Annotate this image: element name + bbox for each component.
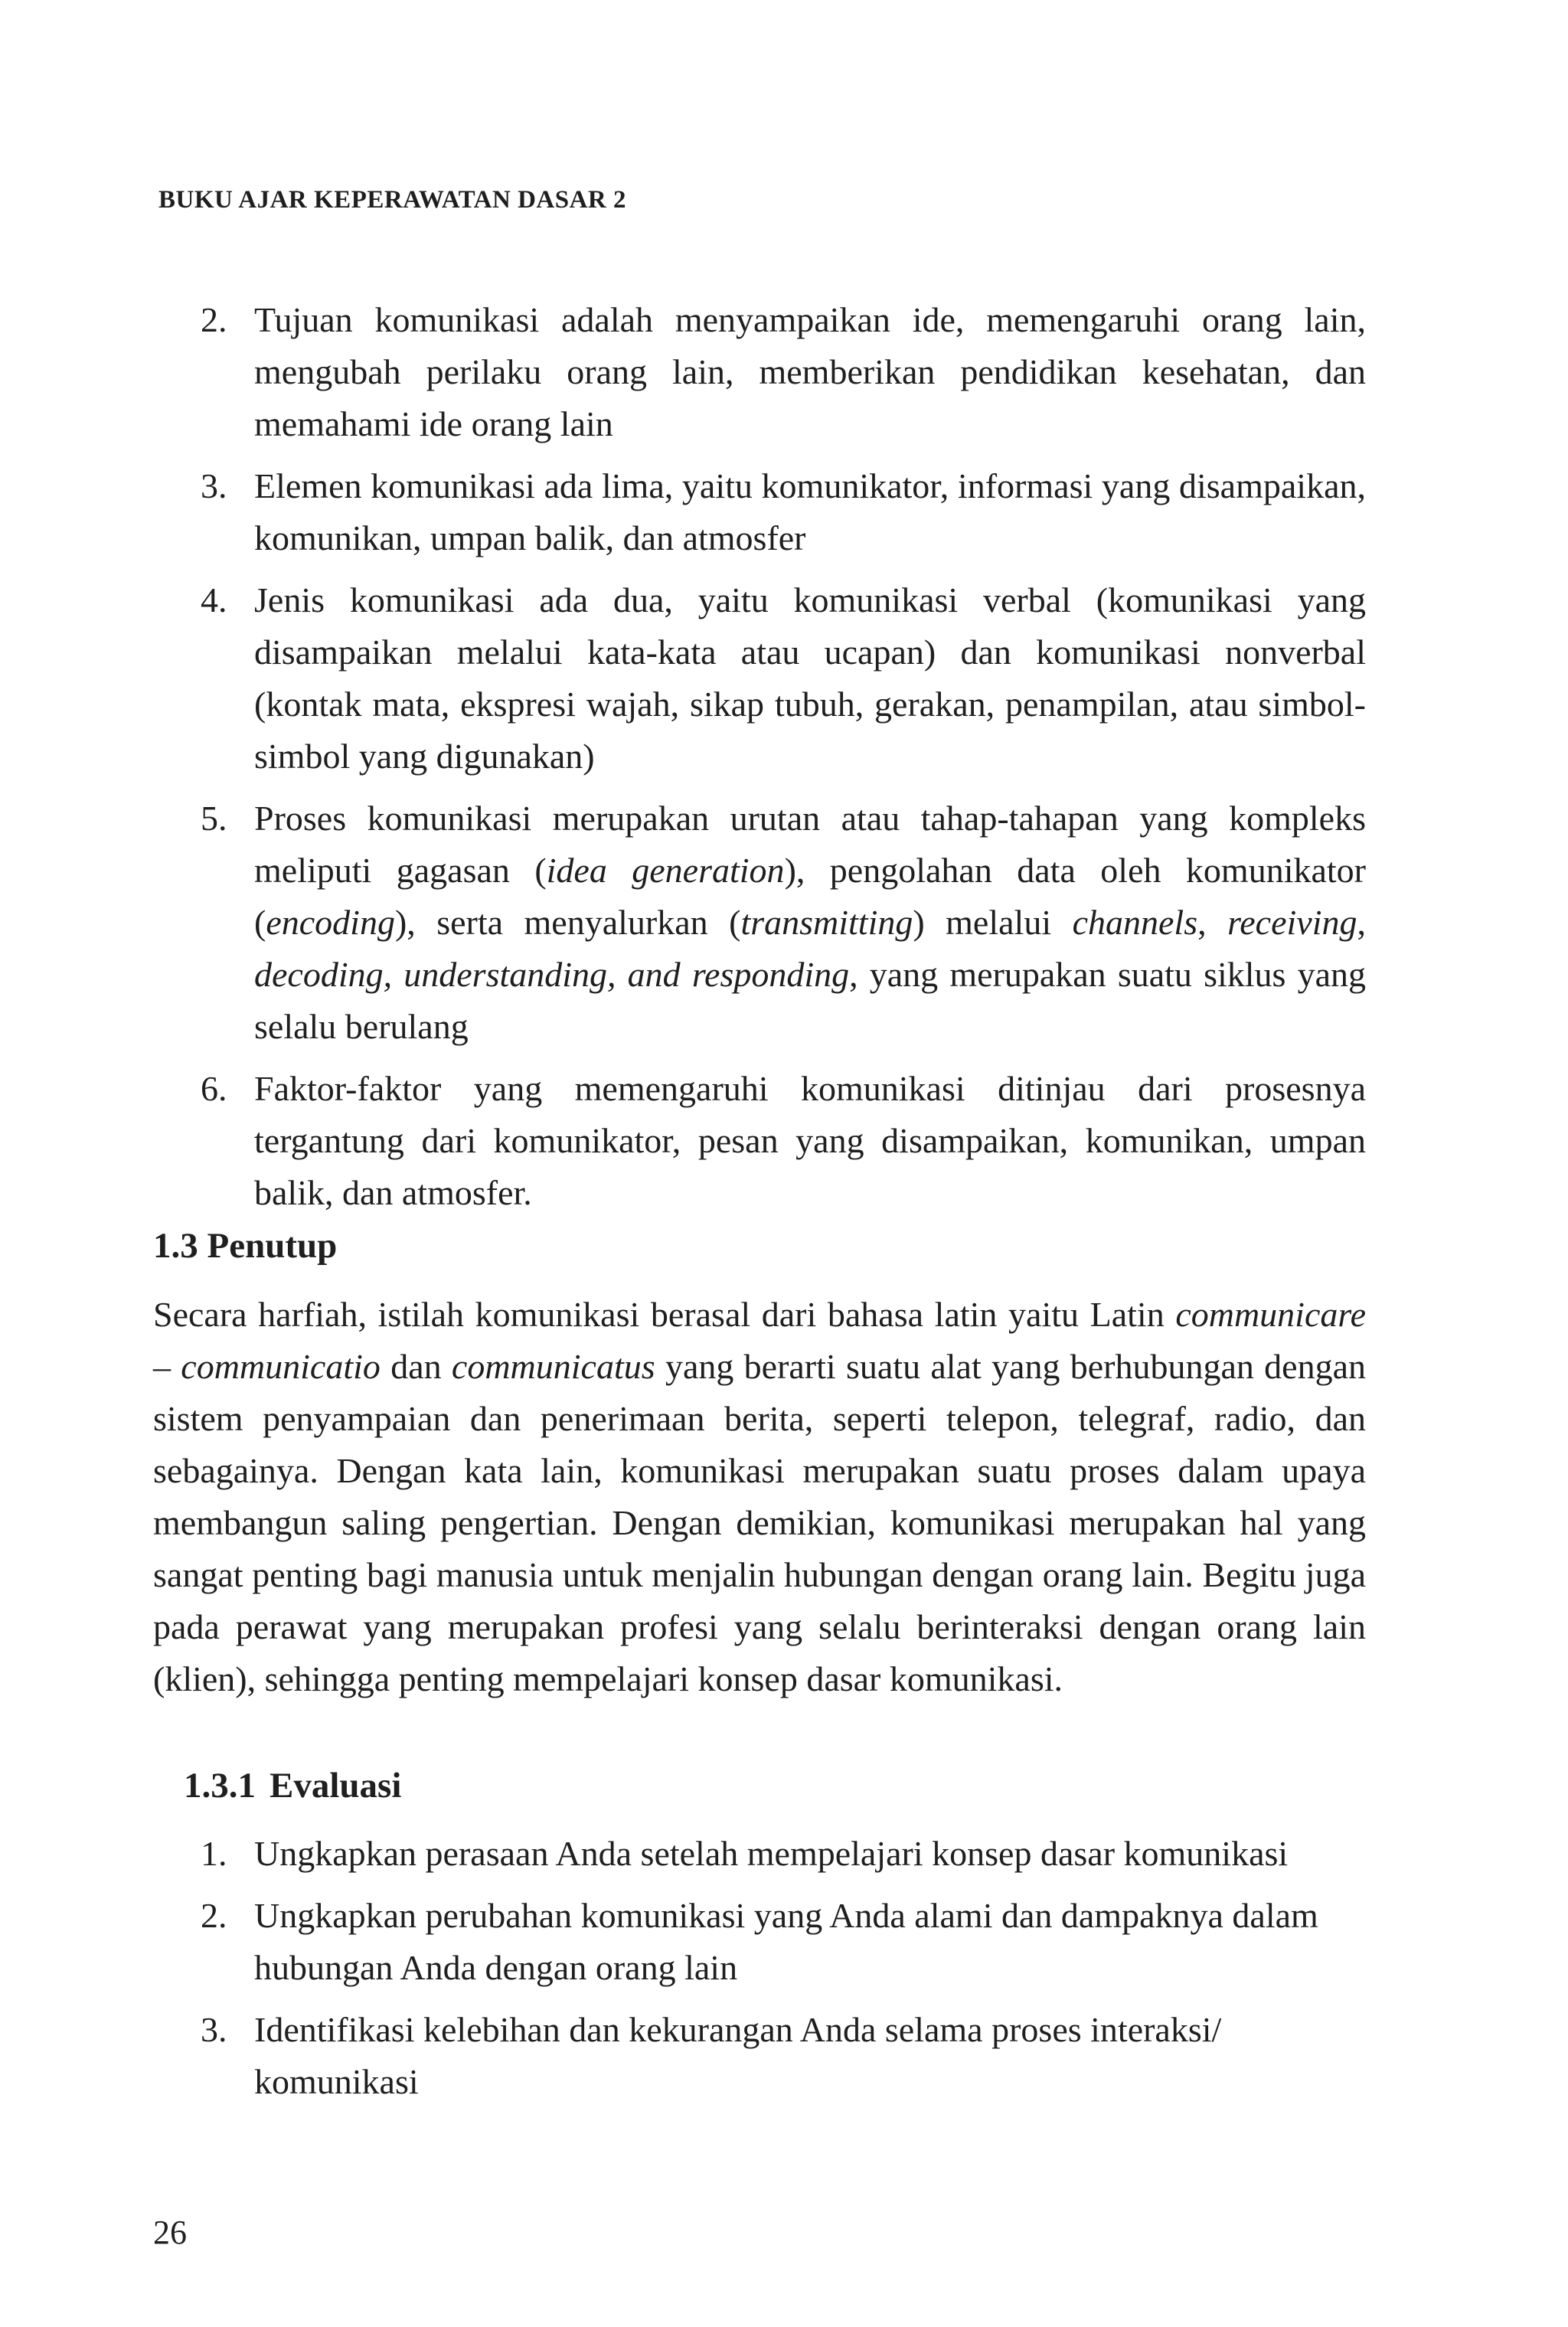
text-run: ), serta menyalurkan (	[394, 903, 741, 942]
list-item-number: 5.	[201, 799, 227, 838]
italic-term: transmitting	[740, 903, 913, 942]
list-item-number: 3.	[201, 2010, 227, 2049]
list-item	[201, 574, 1366, 783]
italic-term: receiving	[1227, 903, 1357, 942]
italic-term: communicatus	[451, 1347, 655, 1386]
italic-term: communicatio	[181, 1347, 381, 1386]
list-item-number: 2.	[201, 1896, 227, 1935]
text-run: Proses komunikasi merupakan urutan atau tahap-tahapan yang kompleks meliputi gagasan (	[254, 799, 1366, 890]
text-run: ,	[1357, 903, 1366, 942]
list-item-text: Jenis komunikasi ada dua, yaitu komunikasi verbal (komunikasi yang disampaikan melalui kata-kata atau ucapan) dan komunikasi nonverbal (kontak mata, ekspresi wajah, sikap tubuh, gerakan, penampilan, atau simbol-simbol yang digunakan)	[254, 580, 1366, 776]
subsection-number: 1.3.1	[184, 1766, 256, 1806]
list-item	[201, 2004, 1366, 2108]
text-run: Secara harfiah, istilah komunikasi berasal dari bahasa latin yaitu Latin	[153, 1295, 1176, 1334]
list-item	[201, 294, 1366, 450]
list-item-number: 1.	[201, 1834, 227, 1873]
page-number: 26	[153, 2214, 187, 2251]
list-item	[201, 1890, 1366, 1994]
italic-term: channels	[1072, 903, 1198, 942]
italic-term: decoding, understanding, and responding	[254, 955, 850, 994]
subsection-heading	[184, 1765, 401, 1806]
text-run: –	[153, 1347, 181, 1386]
evaluation-list	[201, 1828, 1366, 2118]
list-item	[201, 1063, 1366, 1219]
list-item-text	[254, 793, 1366, 1053]
body-paragraph	[153, 1289, 1366, 1705]
list-item-number: 3.	[201, 466, 227, 505]
italic-term: encoding	[266, 903, 395, 942]
list-item-text: Elemen komunikasi ada lima, yaitu komunikator, informasi yang disampaikan, komunikan, umpan balik, dan atmosfer	[254, 466, 1366, 557]
text-run: dan	[380, 1347, 452, 1386]
text-run: ) melalui	[913, 903, 1073, 942]
list-item-text: Ungkapkan perasaan Anda setelah mempelajari konsep dasar komunikasi	[254, 1834, 1289, 1873]
list-item	[201, 1828, 1366, 1880]
list-item	[201, 460, 1366, 564]
summary-list	[201, 294, 1366, 1229]
list-item-text: Faktor-faktor yang memengaruhi komunikasi ditinjau dari prosesnya tergantung dari komunikator, pesan yang disampaikan, komunikan, umpan balik, dan atmosfer.	[254, 1069, 1366, 1212]
italic-term: communicare	[1175, 1295, 1366, 1334]
running-header: BUKU AJAR KEPERAWATAN DASAR 2	[158, 186, 626, 214]
italic-term: idea generation	[546, 851, 785, 890]
text-run: yang berarti suatu alat yang berhubungan dengan sistem penyampaian dan penerimaan berita, seperti telepon, telegraf, radio, dan sebagainya. Dengan kata lain, komunikasi merupakan suatu proses dalam upaya membangun saling pengertian. Dengan demikian, komunikasi merupakan hal yang sangat penting bagi manusia untuk menjalin hubungan dengan orang lain. Begitu juga pada perawat yang merupakan profesi yang selalu berinteraksi dengan orang lain (klien), sehingga penting mempelajari konsep dasar komunikasi.	[153, 1347, 1367, 1698]
list-item-number: 6.	[201, 1069, 227, 1108]
text-run: , yang merupakan suatu siklus yang selalu berulang	[254, 955, 1366, 1046]
text-run: ), pengolahan data oleh komunikator (	[254, 851, 1366, 942]
list-item	[201, 793, 1366, 1053]
section-heading: 1.3 Penutup	[153, 1226, 338, 1266]
subsection-title: Evaluasi	[270, 1766, 402, 1806]
list-item-number: 4.	[201, 580, 227, 619]
list-item-text: Identifikasi kelebihan dan kekurangan Anda selama proses interaksi/ komunikasi	[254, 2010, 1222, 2101]
list-item-text: Tujuan komunikasi adalah menyampaikan ide, memengaruhi orang lain, mengubah perilaku orang lain, memberikan pendidikan kesehatan, dan memahami ide orang lain	[254, 300, 1366, 443]
list-item-number: 2.	[201, 300, 227, 339]
list-item-text: Ungkapkan perubahan komunikasi yang Anda alami dan dampaknya dalam hubungan Anda dengan orang lain	[254, 1896, 1318, 1987]
text-run: ,	[1197, 903, 1228, 942]
